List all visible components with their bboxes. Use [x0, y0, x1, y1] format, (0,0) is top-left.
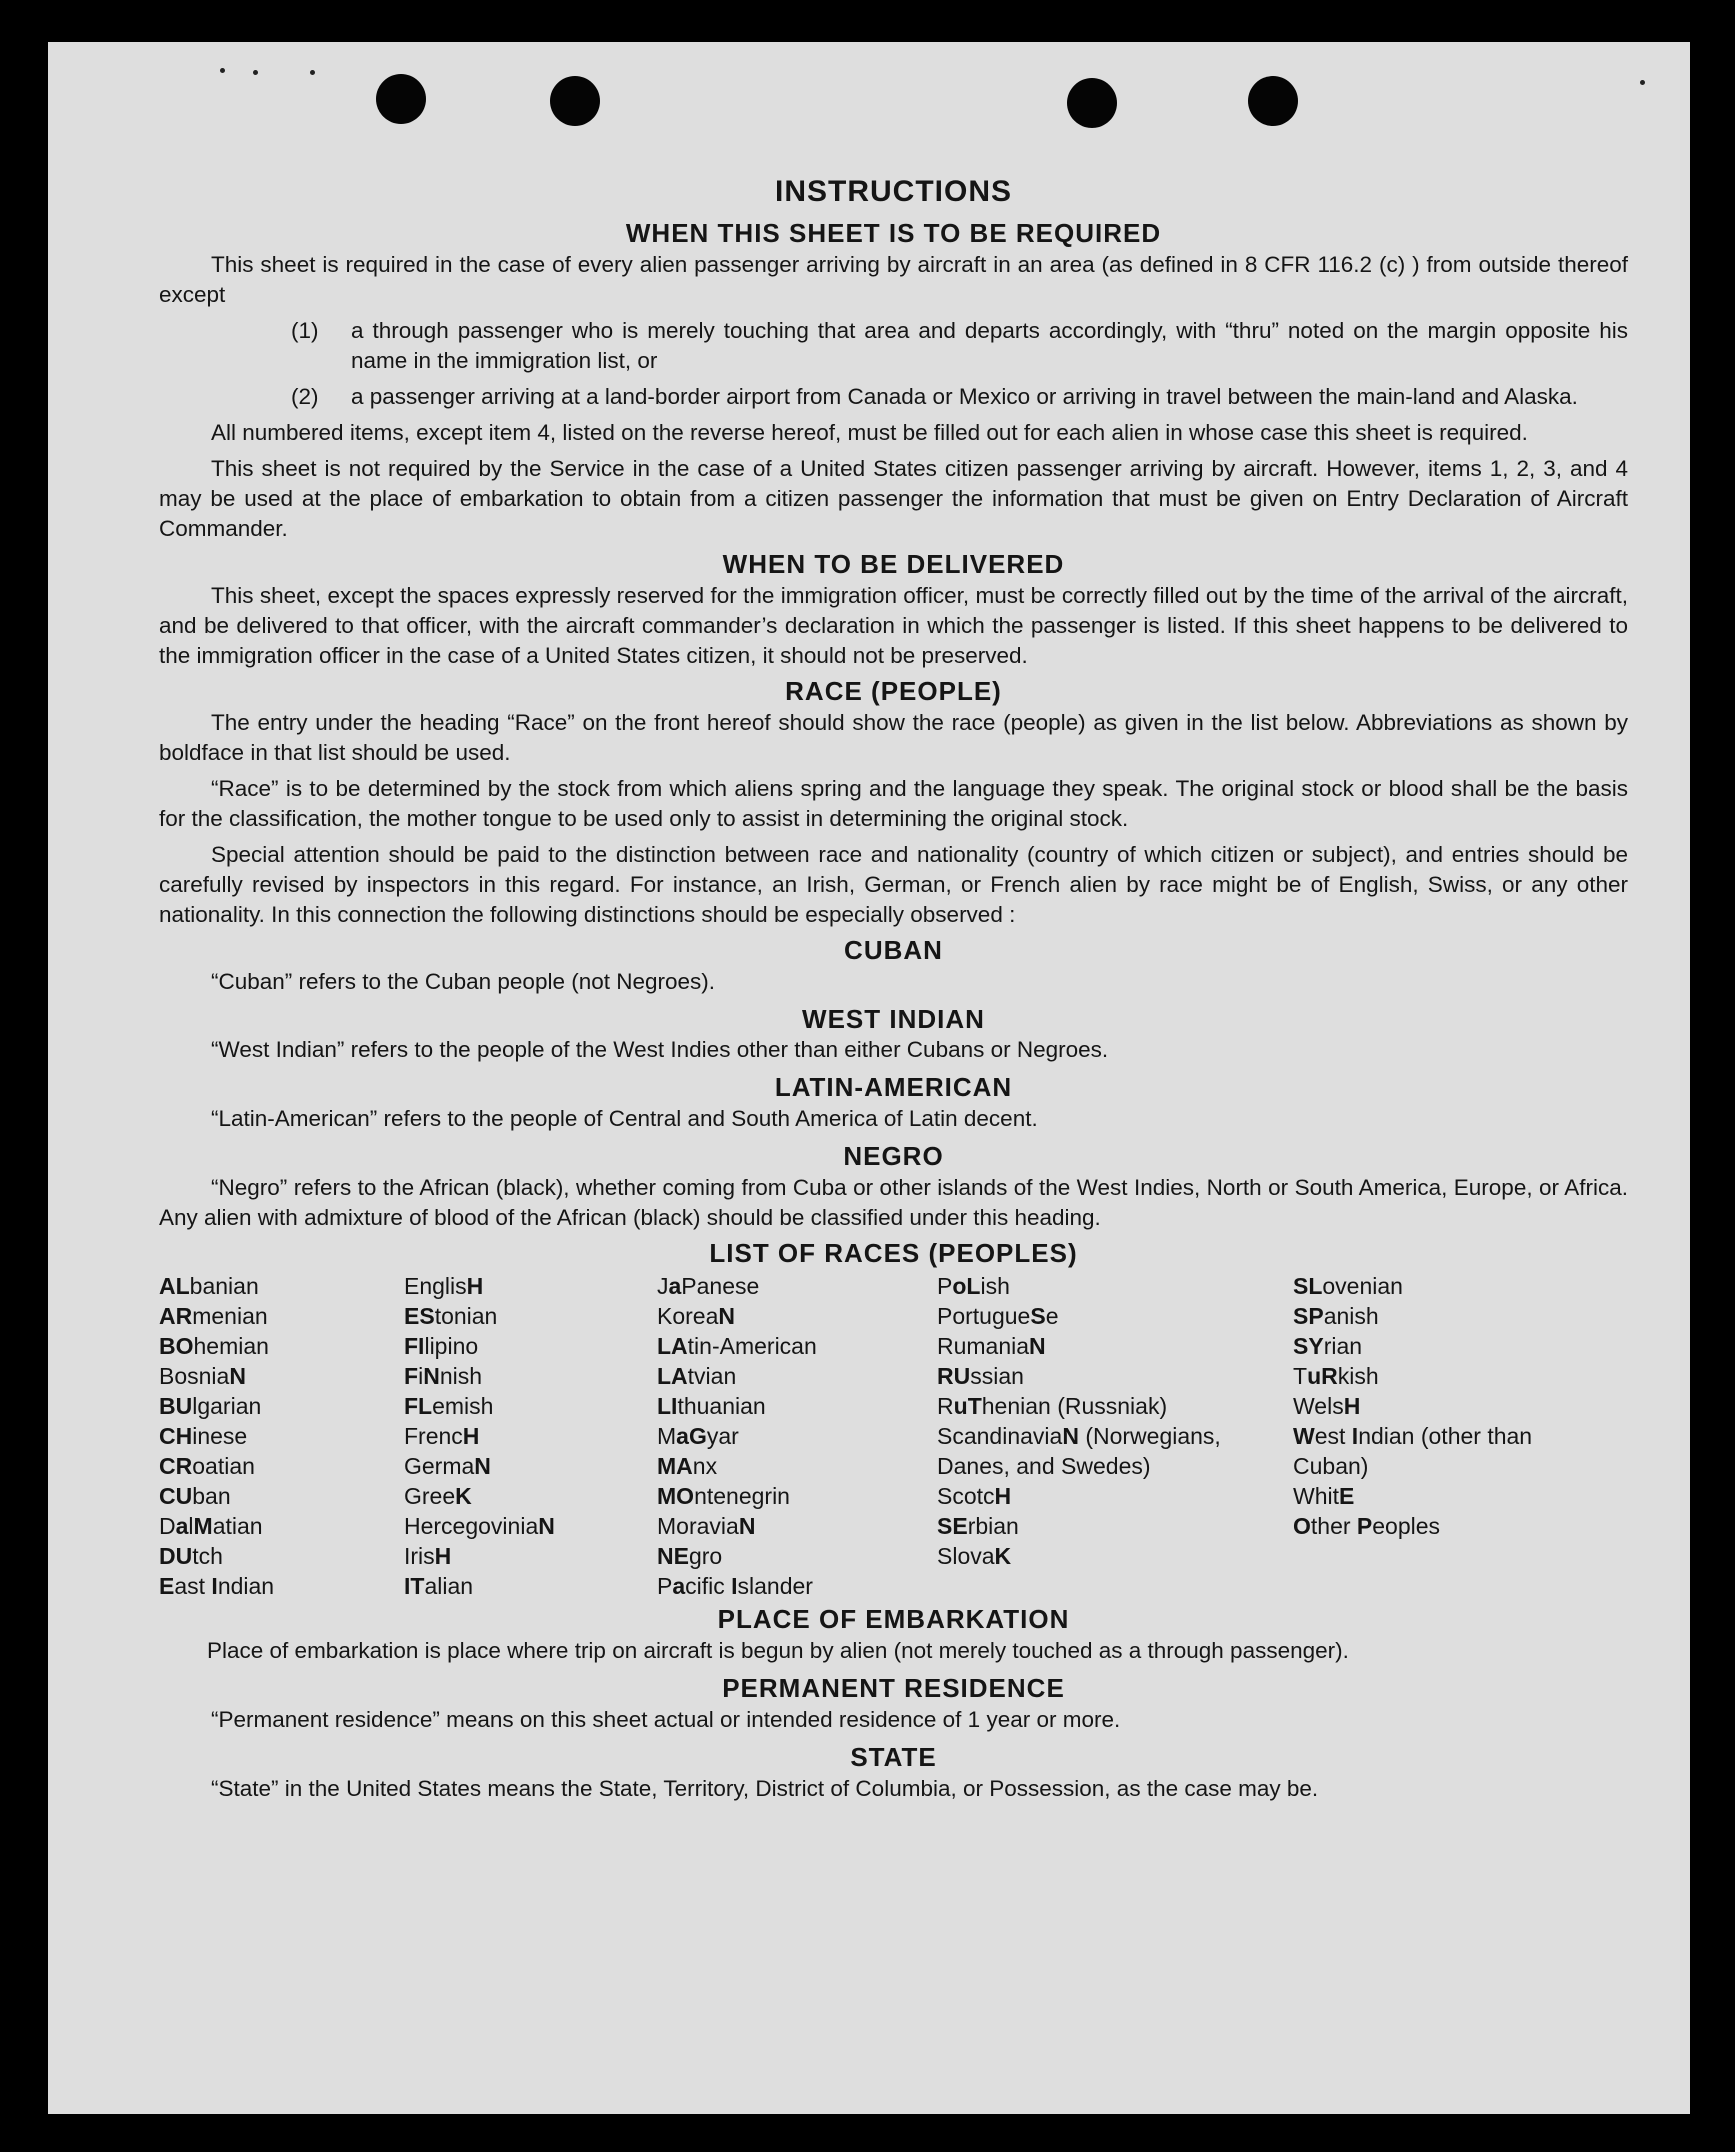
race-text: Scandinavia: [937, 1423, 1063, 1450]
race-text: est: [1314, 1423, 1352, 1450]
race-abbrev: MA: [657, 1453, 693, 1480]
race-text: kish: [1337, 1363, 1379, 1390]
race-entry: [1293, 1391, 1593, 1421]
race-text: slander: [737, 1573, 813, 1600]
race-entry: [1293, 1331, 1593, 1361]
race-entry: [657, 1361, 937, 1391]
race-entry: [657, 1541, 937, 1571]
race-entry: [159, 1361, 404, 1391]
race-entry: [159, 1571, 404, 1601]
race-text: Whit: [1293, 1483, 1339, 1510]
race-abbrev: F: [404, 1363, 419, 1390]
race-abbrev: CH: [159, 1423, 193, 1450]
race-entry: [657, 1421, 937, 1451]
race-text: Slova: [937, 1543, 995, 1570]
race-text: nish: [439, 1363, 483, 1390]
section-heading-negro: NEGRO: [843, 1141, 944, 1172]
race-text: yar: [706, 1423, 739, 1450]
race-abbrev: N: [738, 1513, 756, 1540]
race-abbrev: N: [229, 1363, 246, 1390]
race-text: ssian: [970, 1363, 1024, 1390]
race-text: oatian: [192, 1453, 255, 1480]
race-entry: [937, 1271, 1293, 1301]
race-entry: [657, 1301, 937, 1331]
race-text: M: [657, 1423, 677, 1450]
race-abbrev: H: [434, 1543, 452, 1570]
race-text: Bosnia: [159, 1363, 230, 1390]
document-sheet: [48, 42, 1690, 2114]
race-text: rian: [1323, 1333, 1363, 1360]
race-text: Frenc: [404, 1423, 463, 1450]
race-text: P: [681, 1273, 697, 1300]
race-abbrev: R: [1321, 1363, 1338, 1390]
race-text: thuanian: [677, 1393, 766, 1420]
race-text: Gree: [404, 1483, 456, 1510]
race-text: gro: [688, 1543, 723, 1570]
race-text: Scotc: [937, 1483, 995, 1510]
race-abbrev: a: [676, 1423, 689, 1450]
item-number: (1): [291, 317, 319, 343]
race-text: ndian: [217, 1573, 275, 1600]
race-text: banian: [189, 1273, 259, 1300]
race-abbrev: AR: [159, 1303, 193, 1330]
race-entry: [937, 1481, 1293, 1511]
section-heading-state: STATE: [850, 1741, 937, 1772]
race-text: i: [418, 1363, 424, 1390]
race-entry: [1293, 1361, 1593, 1391]
scan-speck: [220, 68, 225, 73]
race-entry: [404, 1301, 657, 1331]
race-entry: [404, 1511, 657, 1541]
race-abbrev: CR: [159, 1453, 193, 1480]
race-text: J: [657, 1273, 669, 1300]
list-item: [159, 316, 1628, 376]
race-abbrev: LI: [657, 1393, 678, 1420]
race-abbrev: H: [466, 1273, 484, 1300]
race-abbrev: u: [953, 1393, 968, 1420]
race-abbrev: LA: [657, 1333, 688, 1360]
race-entry: [404, 1541, 657, 1571]
race-text: ntenegrin: [694, 1483, 790, 1510]
race-entry: [937, 1361, 1293, 1391]
race-abbrev: u: [1307, 1363, 1322, 1390]
paragraph: “Permanent residence” means on this sheet actual or intended residence of 1 year or more.: [211, 1706, 1121, 1732]
race-entry: [657, 1391, 937, 1421]
race-text: Hercegovinia: [404, 1513, 539, 1540]
paragraph: This sheet is required in the case of every alien passenger arriving by aircraft in an area (as defined in 8 CFR 116.2 (c) ) from outside thereof except: [159, 251, 1628, 307]
race-text: menian: [192, 1303, 268, 1330]
race-text: cific: [685, 1573, 732, 1600]
race-text: ovenian: [1322, 1273, 1403, 1300]
race-text: tvian: [687, 1363, 737, 1390]
race-abbrev: N: [1029, 1333, 1046, 1360]
race-entry: [1293, 1511, 1593, 1541]
race-entry: [404, 1571, 657, 1601]
race-text: lgarian: [192, 1393, 262, 1420]
section-heading-permanent-residence: PERMANENT RESIDENCE: [722, 1673, 1065, 1704]
races-column: [937, 1271, 1293, 1601]
race-text: eoples: [1372, 1513, 1441, 1540]
paragraph: All numbered items, except item 4, listed on the reverse hereof, must be filled out for each alien in whose case this sheet is required.: [211, 419, 1528, 445]
race-abbrev: L: [966, 1273, 981, 1300]
race-abbrev: ES: [404, 1303, 435, 1330]
paragraph: “Negro” refers to the African (black), whether coming from Cuba or other islands of the West Indies, North or South America, Europe, or Africa. Any alien with admixture of blood of the African (black) should be classified under this heading.: [159, 1175, 1628, 1231]
race-entry: [159, 1421, 404, 1451]
race-entry: [657, 1481, 937, 1511]
section-heading-west-indian: WEST INDIAN: [802, 1003, 985, 1034]
race-text: ndian (other than Cuban): [1293, 1423, 1533, 1480]
race-text: inese: [192, 1423, 248, 1450]
paragraph: Special attention should be paid to the distinction between race and nationality (country of which citizen or subject), and entries should be carefully revised by inspectors in this regard. For instance, an Irish, German, or French alien by race might be of English, Swiss, or any other nationality. In this connection the following distinctions should be especially observed :: [159, 841, 1628, 927]
race-text: e: [1045, 1303, 1059, 1330]
race-entry: [1293, 1481, 1593, 1511]
item-text: a through passenger who is merely touching that area and departs accordingly, with “thru” noted on the margin opposite his name in the immigration list, or: [351, 317, 1628, 373]
race-abbrev: N: [538, 1513, 555, 1540]
race-text: ther: [1310, 1513, 1357, 1540]
race-abbrev: I: [1351, 1423, 1359, 1450]
race-entry: [937, 1301, 1293, 1331]
race-entry: [404, 1451, 657, 1481]
race-text: anese: [696, 1273, 760, 1300]
race-abbrev: LA: [657, 1363, 688, 1390]
race-text: Iris: [404, 1543, 435, 1570]
races-column: [1293, 1271, 1593, 1601]
race-entry: [937, 1511, 1293, 1541]
race-text: ish: [980, 1273, 1010, 1300]
item-text: a passenger arriving at a land-border airport from Canada or Mexico or arriving in travel between the main-land and Alaska.: [351, 383, 1578, 409]
punch-hole: [1248, 76, 1298, 126]
punch-hole: [376, 74, 426, 124]
race-abbrev: FI: [404, 1333, 425, 1360]
section-heading-when-delivered: WHEN TO BE DELIVERED: [722, 548, 1065, 579]
item-number: (2): [291, 383, 319, 409]
race-abbrev: NE: [657, 1543, 689, 1570]
race-entry: [657, 1271, 937, 1301]
race-text: Englis: [404, 1273, 467, 1300]
scan-speck: [310, 70, 315, 75]
race-text: Moravia: [657, 1513, 739, 1540]
race-text: hemian: [193, 1333, 269, 1360]
race-entry: [159, 1331, 404, 1361]
race-abbrev: o: [952, 1273, 967, 1300]
paragraph: “Race” is to be determined by the stock from which aliens spring and the language they speak. The original stock or blood shall be the basis for the classification, the mother tongue to be used only to assist in determining the original stock.: [159, 775, 1628, 831]
race-text: anish: [1323, 1303, 1379, 1330]
race-text: D: [159, 1513, 176, 1540]
race-entry: [657, 1331, 937, 1361]
race-abbrev: G: [688, 1423, 707, 1450]
race-entry: [937, 1331, 1293, 1361]
race-entry: [657, 1511, 937, 1541]
race-abbrev: CU: [159, 1483, 193, 1510]
punch-hole: [550, 76, 600, 126]
paragraph: This sheet, except the spaces expressly reserved for the immigration officer, must be correctly filled out by the time of the arrival of the aircraft, and be delivered to that officer, with the aircraft commander’s declaration in which the passenger is listed. If this sheet happens to be delivered to the immigration officer in the case of a United States citizen, it should not be preserved.: [159, 582, 1628, 668]
list-item: [159, 382, 1628, 412]
scan-speck: [253, 70, 258, 75]
race-abbrev: FL: [404, 1393, 433, 1420]
race-entry: [159, 1451, 404, 1481]
race-abbrev: SP: [1293, 1303, 1324, 1330]
paragraph: The entry under the heading “Race” on the front hereof should show the race (people) as given in the list below. Abbreviations as shown by boldface in that list should be used.: [159, 709, 1628, 765]
race-entry: [937, 1541, 1293, 1571]
race-abbrev: S: [1030, 1303, 1046, 1330]
race-abbrev: E: [1339, 1483, 1355, 1510]
race-entry: [159, 1541, 404, 1571]
race-abbrev: N: [474, 1453, 491, 1480]
race-abbrev: AL: [159, 1273, 190, 1300]
section-heading-race: RACE (PEOPLE): [785, 675, 1002, 706]
race-entry: [404, 1271, 657, 1301]
race-entry: [404, 1391, 657, 1421]
race-abbrev: a: [668, 1273, 682, 1300]
race-entry: [937, 1391, 1293, 1421]
paragraph: “West Indian” refers to the people of the West Indies other than either Cubans or Negroes.: [211, 1037, 1109, 1063]
race-abbrev: K: [455, 1483, 472, 1510]
race-abbrev: SL: [1293, 1273, 1323, 1300]
race-text: R: [937, 1393, 954, 1420]
race-entry: [159, 1481, 404, 1511]
race-entry: [1293, 1271, 1593, 1301]
race-text: atian: [212, 1513, 263, 1540]
race-text: lipino: [424, 1333, 479, 1360]
paragraph: “Latin-American” refers to the people of Central and South America of Latin decent.: [211, 1106, 1038, 1132]
race-entry: [159, 1511, 404, 1541]
race-abbrev: a: [175, 1513, 189, 1540]
race-text: Wels: [1293, 1393, 1344, 1420]
race-abbrev: P: [1356, 1513, 1373, 1540]
races-table: [159, 1271, 1628, 1601]
race-abbrev: N: [423, 1363, 440, 1390]
race-entry: [404, 1481, 657, 1511]
race-text: emish: [432, 1393, 494, 1420]
race-text: tch: [192, 1543, 223, 1570]
race-entry: [404, 1331, 657, 1361]
race-abbrev: N: [1062, 1423, 1079, 1450]
race-text: ban: [192, 1483, 231, 1510]
instructions-content: [159, 175, 1628, 1812]
race-text: ast: [174, 1573, 212, 1600]
race-abbrev: IT: [404, 1573, 425, 1600]
race-text: tonian: [434, 1303, 498, 1330]
race-entry: [937, 1421, 1293, 1481]
race-abbrev: a: [672, 1573, 686, 1600]
race-text: P: [937, 1273, 953, 1300]
race-abbrev: BO: [159, 1333, 194, 1360]
race-text: P: [657, 1573, 673, 1600]
race-abbrev: DU: [159, 1543, 193, 1570]
paragraph: “Cuban” refers to the Cuban people (not Negroes).: [211, 968, 716, 994]
race-abbrev: SE: [937, 1513, 968, 1540]
race-entry: [159, 1391, 404, 1421]
race-abbrev: O: [1293, 1513, 1311, 1540]
race-text: (Norwegians, Danes, and Swedes): [937, 1423, 1221, 1480]
race-abbrev: BU: [159, 1393, 193, 1420]
race-text: Germa: [404, 1453, 475, 1480]
race-abbrev: H: [1343, 1393, 1361, 1420]
race-abbrev: SY: [1293, 1333, 1324, 1360]
race-text: Korea: [657, 1303, 719, 1330]
race-abbrev: T: [967, 1393, 982, 1420]
section-heading-latin-american: LATIN-AMERICAN: [774, 1072, 1013, 1103]
race-abbrev: M: [193, 1513, 213, 1540]
race-text: rbian: [967, 1513, 1019, 1540]
race-entry: [159, 1271, 404, 1301]
race-text: tin-American: [687, 1333, 817, 1360]
race-abbrev: RU: [937, 1363, 971, 1390]
paragraph: Place of embarkation is place where trip on aircraft is begun by alien (not merely touched as a through passenger).: [207, 1638, 1349, 1664]
race-entry: [657, 1451, 937, 1481]
section-heading-place-of-embarkation: PLACE OF EMBARKATION: [717, 1604, 1070, 1635]
race-entry: [404, 1421, 657, 1451]
paragraph: This sheet is not required by the Service in the case of a United States citizen passenger arriving by aircraft. However, items 1, 2, 3, and 4 may be used at the place of embarkation to obtain from a citizen passenger the information that must be given on Entry Declaration of Aircraft Commander.: [159, 455, 1628, 541]
races-column: [159, 1271, 404, 1601]
section-heading-list-of-races: LIST OF RACES (PEOPLES): [709, 1238, 1078, 1269]
race-entry: [1293, 1421, 1593, 1481]
race-entry: [404, 1361, 657, 1391]
section-heading-cuban: CUBAN: [844, 934, 943, 965]
race-text: Portugue: [937, 1303, 1031, 1330]
punch-hole: [1067, 78, 1117, 128]
scan-speck: [1640, 80, 1645, 85]
race-abbrev: K: [994, 1543, 1012, 1570]
race-entry: [159, 1301, 404, 1331]
race-entry: [1293, 1301, 1593, 1331]
race-abbrev: W: [1293, 1423, 1315, 1450]
races-column: [404, 1271, 657, 1601]
race-text: l: [188, 1513, 194, 1540]
paragraph: “State” in the United States means the State, Territory, District of Columbia, or Possession, as the case may be.: [211, 1775, 1319, 1801]
page-title: INSTRUCTIONS: [775, 175, 1012, 208]
race-abbrev: MO: [657, 1483, 695, 1510]
race-abbrev: E: [159, 1573, 175, 1600]
race-text: Rumania: [937, 1333, 1030, 1360]
race-abbrev: I: [211, 1573, 218, 1600]
race-text: T: [1293, 1363, 1308, 1390]
race-abbrev: H: [462, 1423, 480, 1450]
race-text: alian: [424, 1573, 474, 1600]
race-text: henian (Russniak): [981, 1393, 1168, 1420]
section-heading-when-required: WHEN THIS SHEET IS TO BE REQUIRED: [625, 218, 1162, 248]
race-abbrev: H: [994, 1483, 1012, 1510]
race-abbrev: I: [731, 1573, 738, 1600]
race-abbrev: N: [718, 1303, 735, 1330]
race-text: nx: [692, 1453, 718, 1480]
race-entry: [657, 1571, 937, 1601]
races-column: [657, 1271, 937, 1601]
